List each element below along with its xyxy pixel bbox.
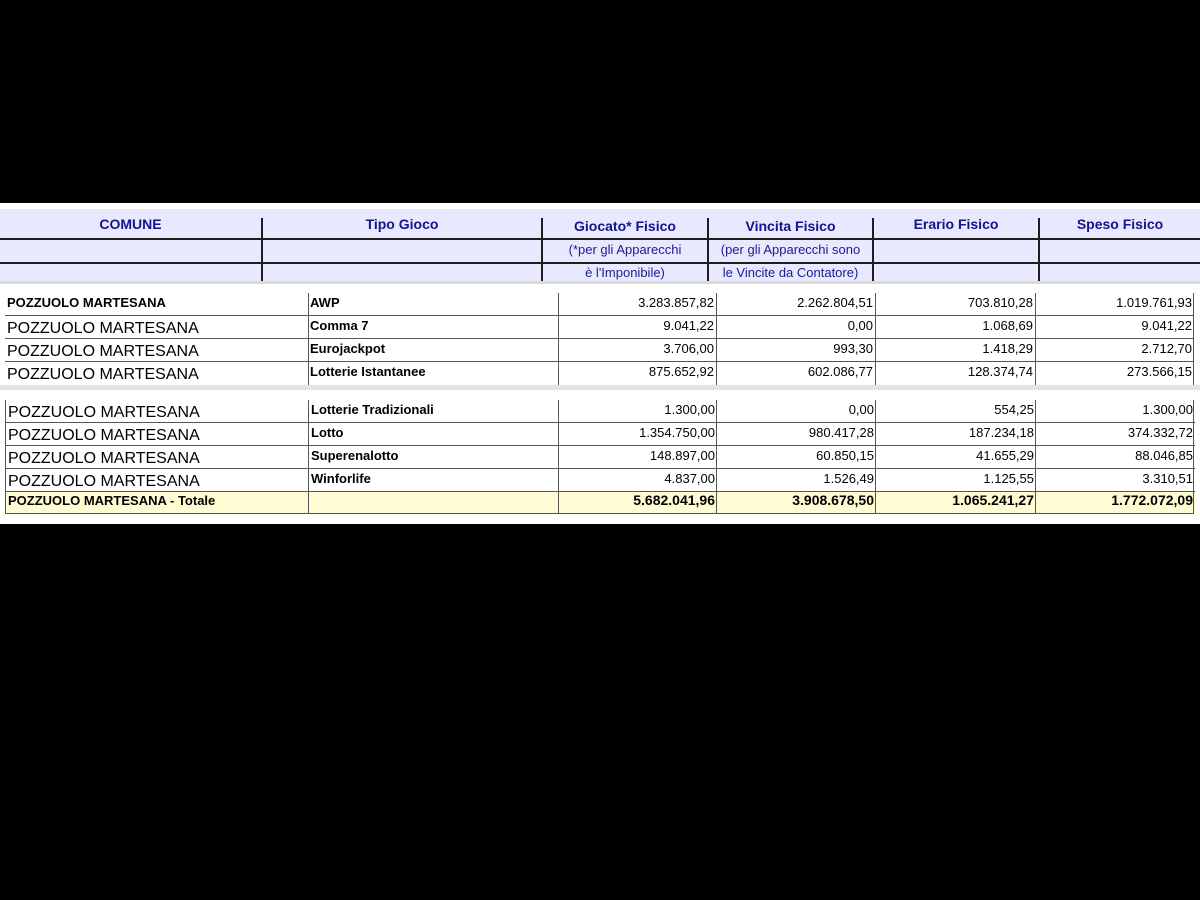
header-erario: Erario Fisico	[913, 216, 999, 232]
cell-speso: 88.046,85	[1135, 448, 1193, 463]
cell-comune: POZZUOLO MARTESANA	[7, 343, 199, 360]
cell-speso: 374.332,72	[1127, 425, 1193, 440]
cell-tipo: Superenalotto	[311, 448, 399, 463]
cell-giocato: 4.837,00	[664, 471, 715, 486]
header-giocato-note-1: (*per gli Apparecchi	[568, 242, 682, 257]
data-group-1	[5, 293, 1194, 385]
cell-tipo: Winforlife	[311, 471, 371, 486]
cell-vincita: 602.086,77	[807, 364, 873, 379]
cell-erario: 554,25	[994, 402, 1034, 417]
table-row	[5, 362, 1194, 385]
header-vincita: Vincita Fisico	[745, 218, 836, 234]
cell-vincita: 0,00	[848, 402, 874, 417]
table-row	[6, 469, 1195, 492]
cell-speso: 273.566,15	[1126, 364, 1192, 379]
header-giocato-note-2: è l'Imponibile)	[585, 265, 665, 280]
cell-comune: POZZUOLO MARTESANA	[8, 450, 200, 467]
cell-speso: 3.310,51	[1142, 471, 1193, 486]
cell-erario: 128.374,74	[967, 364, 1033, 379]
header-vincita-note-1: (per gli Apparecchi sono	[720, 242, 861, 257]
header-speso: Speso Fisico	[1076, 216, 1164, 232]
cell-erario: 187.234,18	[968, 425, 1034, 440]
total-vincita: 3.908.678,50	[792, 492, 874, 508]
cell-vincita: 1.526,49	[823, 471, 874, 486]
cell-giocato: 1.300,00	[664, 402, 715, 417]
total-row	[6, 492, 1195, 513]
cell-erario: 1.125,55	[983, 471, 1034, 486]
cell-speso: 1.019.761,93	[1116, 295, 1192, 310]
cell-erario: 1.418,29	[982, 341, 1033, 356]
table-row	[5, 339, 1194, 362]
total-comune: POZZUOLO MARTESANA - Totale	[8, 493, 216, 508]
table-row	[5, 316, 1194, 339]
table-row	[6, 400, 1195, 423]
cell-tipo: Lotterie Tradizionali	[311, 402, 434, 417]
cell-comune: POZZUOLO MARTESANA	[8, 473, 200, 490]
cell-vincita: 2.262.804,51	[797, 295, 873, 310]
cell-comune: POZZUOLO MARTESANA	[7, 320, 199, 337]
cell-comune: POZZUOLO MARTESANA	[7, 295, 166, 310]
header-comune: COMUNE	[99, 216, 162, 232]
cell-giocato: 9.041,22	[663, 318, 714, 333]
total-tipo	[309, 492, 559, 513]
cell-erario: 703.810,28	[967, 295, 1033, 310]
cell-giocato: 3.706,00	[663, 341, 714, 356]
total-giocato: 5.682.041,96	[633, 492, 715, 508]
header-tipo-gioco: Tipo Gioco	[365, 216, 439, 232]
cell-erario: 1.068,69	[982, 318, 1033, 333]
table-header	[0, 209, 1200, 283]
report-sheet	[0, 203, 1200, 524]
cell-tipo: Lotto	[311, 425, 344, 440]
cell-giocato: 875.652,92	[648, 364, 714, 379]
cell-tipo: Eurojackpot	[310, 341, 386, 356]
total-erario: 1.065.241,27	[952, 492, 1034, 508]
cell-tipo: Lotterie Istantanee	[310, 364, 426, 379]
cell-tipo: AWP	[310, 295, 340, 310]
cell-tipo: Comma 7	[310, 318, 369, 333]
cell-speso: 9.041,22	[1141, 318, 1192, 333]
cell-speso: 1.300,00	[1142, 402, 1193, 417]
cell-giocato: 148.897,00	[649, 448, 715, 463]
cell-giocato: 3.283.857,82	[638, 295, 714, 310]
cell-vincita: 60.850,15	[816, 448, 874, 463]
cell-vincita: 0,00	[847, 318, 873, 333]
cell-speso: 2.712,70	[1141, 341, 1192, 356]
cell-vincita: 993,30	[833, 341, 873, 356]
table-row	[5, 293, 1194, 316]
cell-comune: POZZUOLO MARTESANA	[8, 427, 200, 444]
cell-vincita: 980.417,28	[808, 425, 874, 440]
table-row	[6, 423, 1195, 446]
data-group-2	[5, 400, 1194, 514]
table-row	[6, 446, 1195, 469]
header-vincita-note-2: le Vincite da Contatore)	[722, 265, 859, 280]
total-speso: 1.772.072,09	[1111, 492, 1193, 508]
cell-giocato: 1.354.750,00	[639, 425, 715, 440]
cell-erario: 41.655,29	[976, 448, 1034, 463]
cell-comune: POZZUOLO MARTESANA	[7, 366, 199, 383]
cell-comune: POZZUOLO MARTESANA	[8, 404, 200, 421]
header-giocato: Giocato* Fisico	[574, 218, 676, 234]
